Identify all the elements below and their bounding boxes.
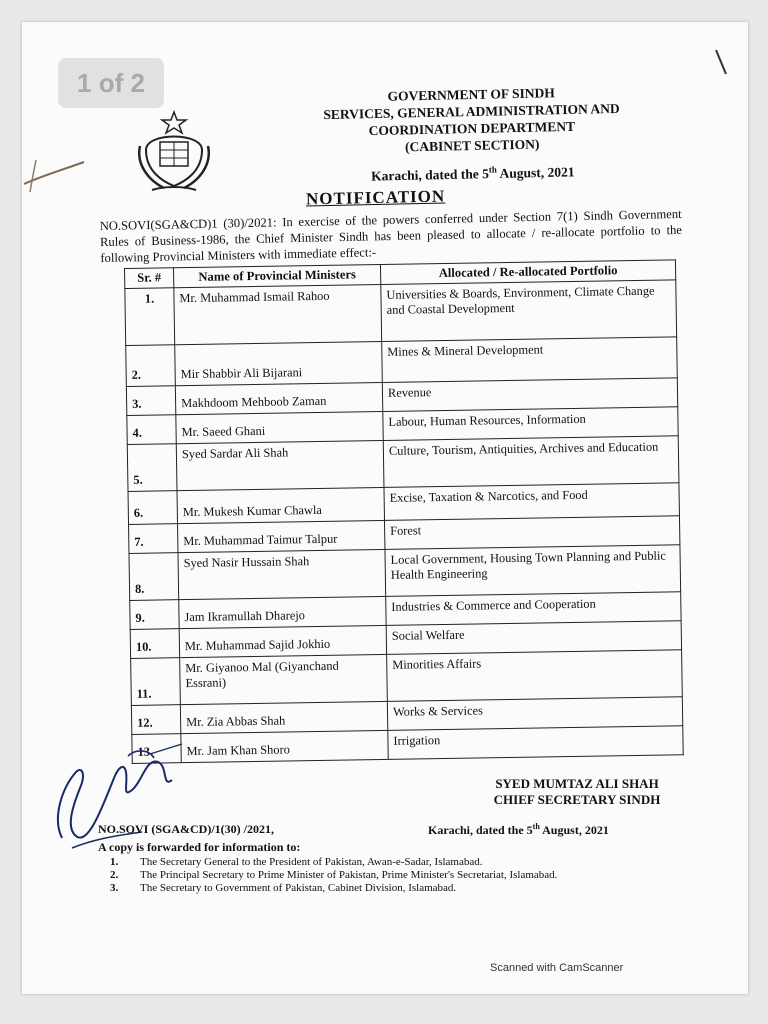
portfolio: Universities & Boards, Environment, Climate Change and Coastal Development [381, 280, 677, 342]
portfolio-table [124, 259, 684, 764]
portfolio: Revenue [382, 378, 677, 412]
sr-number: 8. [129, 553, 179, 601]
page-indicator: 1 of 2 [58, 58, 164, 108]
signature-icon [32, 728, 202, 858]
column-header: Name of Provincial Ministers [174, 264, 381, 287]
document-page [22, 22, 748, 994]
sr-number: 10. [130, 629, 179, 659]
govt-name: GOVERNMENT OF SINDH [387, 85, 555, 104]
pen-mark-icon [712, 48, 732, 78]
sr-number: 3. [126, 386, 175, 416]
portfolio: Labour, Human Resources, Information [383, 407, 678, 441]
department-line: COORDINATION DEPARTMENT [368, 118, 576, 139]
pen-mark-icon [22, 140, 102, 200]
portfolio: Forest [384, 516, 679, 550]
minister-name: Mr. Saeed Ghani [176, 411, 383, 443]
signatory-name: SYED MUMTAZ ALI SHAH [495, 776, 659, 791]
portfolio: Social Welfare [386, 621, 681, 655]
minister-name: Mr. Zia Abbas Shah [180, 701, 387, 733]
portfolio: Culture, Tourism, Antiquities, Archives and Education [383, 436, 679, 488]
sr-number: 7. [129, 524, 178, 554]
column-header: Allocated / Re-allocated Portfolio [380, 260, 675, 285]
minister-name: Jam Ikramullah Dharejo [179, 596, 386, 628]
minister-name: Mr. Mukesh Kumar Chawla [177, 487, 384, 523]
letterhead [311, 83, 633, 186]
minister-name: Mir Shabbir Ali Bijarani [175, 341, 383, 385]
signatory-block [462, 776, 692, 808]
list-item: 3. The Secretary to Government of Pakistan, Cabinet Division, Islamabad. [110, 882, 457, 894]
sr-number: 6. [128, 491, 178, 525]
signatory-title: CHIEF SECRETARY SINDH [493, 792, 661, 807]
department-line: SERVICES, GENERAL ADMINISTRATION AND [323, 100, 620, 123]
reference-number: NO.SOVI (SGA&CD)/1(30) /2021, [98, 822, 274, 836]
portfolio: Works & Services [387, 697, 682, 731]
dateline: Karachi, dated the 5th August, 2021 [370, 164, 575, 184]
table-row [125, 280, 677, 346]
minister-name: Mr. Muhammad Sajid Jokhio [179, 625, 386, 657]
portfolio: Minorities Affairs [387, 650, 683, 702]
reference-line [98, 822, 698, 837]
sindh-emblem-icon [134, 110, 214, 194]
sr-number: 11. [131, 658, 181, 706]
minister-name: Syed Sardar Ali Shah [176, 440, 384, 490]
portfolio: Local Government, Housing Town Planning and Public Health Engineering [385, 545, 681, 597]
portfolio: Irrigation [388, 726, 683, 760]
sr-number: 13. [132, 734, 181, 764]
sr-number: 2. [126, 345, 176, 387]
minister-name: Mr. Muhammad Ismail Rahoo [174, 284, 382, 344]
portfolio-table-wrapper [124, 259, 684, 764]
notification-intro: NO.SOVI(SGA&CD)1 (30)/2021: In exercise of the powers conferred under Section 7(1) Sindh Government Rules of Business-1986, the Chief Minister Sindh has been pleased to allocate / re-allocate portfolio to the following Provincial Ministers with immediate effect:- [99, 206, 683, 266]
portfolio: Excise, Taxation & Narcotics, and Food [384, 483, 679, 521]
sr-number: 1. [125, 288, 175, 346]
minister-name: Mr. Muhammad Taimur Talpur [178, 520, 385, 552]
sr-number: 4. [127, 415, 176, 445]
scanner-watermark: Scanned with CamScanner [490, 962, 624, 974]
sr-number: 5. [127, 444, 177, 492]
minister-name: Makhdoom Mehboob Zaman [175, 382, 382, 414]
notification-title: NOTIFICATION [305, 186, 446, 209]
list-item: 2. The Principal Secretary to Prime Minister of Pakistan, Prime Minister's Secretariat, Islamabad. [110, 869, 558, 881]
recipient-list [110, 856, 670, 895]
minister-name: Mr. Jam Khan Shoro [181, 730, 388, 762]
portfolio: Mines & Mineral Development [382, 337, 678, 383]
sr-number: 9. [130, 600, 179, 630]
portfolio: Industries & Commerce and Cooperation [386, 592, 681, 626]
sr-number: 12. [131, 705, 180, 735]
list-item: 1. The Secretary General to the President of Pakistan, Awan-e-Sadar, Islamabad. [110, 856, 483, 868]
reference-date: Karachi, dated the 5th August, 2021 [428, 822, 609, 837]
forwarded-label: A copy is forwarded for information to: [98, 840, 301, 854]
minister-name: Syed Nasir Hussain Shah [178, 549, 386, 599]
minister-name: Mr. Giyanoo Mal (Giyanchand Essrani) [180, 654, 388, 704]
section-line: (CABINET SECTION) [404, 136, 540, 155]
column-header: Sr. # [125, 268, 174, 289]
